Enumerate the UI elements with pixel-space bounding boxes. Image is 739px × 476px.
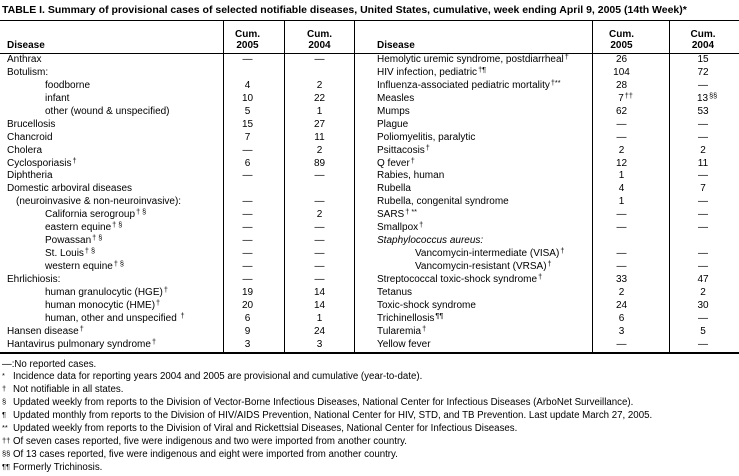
disease-label: Streptococcal toxic-shock syndrome† xyxy=(355,274,593,287)
column-header-cum-2005-right: Cum. 2005 xyxy=(593,21,670,54)
footnote-text: Updated monthly from reports to the Division of HIV/AIDS Prevention, National Center for HIV, STD, and TB Prevention. Last update March 27, 2005. xyxy=(13,410,653,422)
disease-label: western equine† § xyxy=(0,261,224,274)
cum-2005-value: — xyxy=(224,274,285,287)
footnote xyxy=(0,359,739,372)
cum-2004-value: — xyxy=(698,196,708,208)
disease-label: Chancroid xyxy=(0,132,224,145)
cum-2005-value: 2 xyxy=(593,145,670,158)
disease-label: infant xyxy=(0,93,224,106)
footnote-symbol: § xyxy=(2,397,7,407)
superscript-mark: † xyxy=(425,142,430,152)
cum-2004-value: — xyxy=(285,170,355,183)
cum-2005-value: — xyxy=(224,209,285,222)
cum-2005-value: — xyxy=(224,145,285,158)
disease-label: Cyclosporiasis† xyxy=(0,158,224,171)
disease-label: Hansen disease† xyxy=(0,326,224,339)
disease-label: Plague xyxy=(355,119,593,132)
disease-label: Vancomycin-intermediate (VISA)† xyxy=(355,248,593,261)
footnote-text: No reported cases. xyxy=(14,358,97,370)
cum-2005-value: — xyxy=(224,170,285,183)
superscript-mark: † xyxy=(547,259,552,268)
disease-label: human, other and unspecified † xyxy=(0,313,224,326)
footnote-symbol: † xyxy=(2,384,7,394)
cum-2005-value: 6 xyxy=(593,313,670,326)
disease-label: St. Louis† § xyxy=(0,248,224,261)
cum-2004-value: — xyxy=(698,118,708,130)
cum-2005-value: — xyxy=(593,119,670,132)
cum-2005-value: — xyxy=(593,248,670,261)
cum-2004-value: 2 xyxy=(285,80,355,93)
disease-label: Mumps xyxy=(355,106,593,119)
cum-2005-value: 5 xyxy=(224,106,285,119)
cum-2004-value: 1 xyxy=(285,106,355,119)
footnote xyxy=(0,436,739,449)
cum-2005-value: 4 xyxy=(593,183,670,196)
cum-2004-value: — xyxy=(698,131,708,143)
cum-2005-value xyxy=(224,183,285,196)
cum-2004-value xyxy=(285,67,355,80)
disease-label: Cholera xyxy=(0,145,224,158)
footnote-text: Formerly Trichinosis. xyxy=(13,461,103,473)
superscript-mark: † xyxy=(564,52,569,61)
footnote-symbol: †† xyxy=(2,436,11,445)
cum-2005-value: 6 xyxy=(224,158,285,171)
superscript-mark: † § xyxy=(136,207,147,217)
cum-2004-value xyxy=(670,235,739,248)
column-header-cum-2005-left: Cum. 2005 xyxy=(224,21,285,54)
cum-2004-value: — xyxy=(698,209,708,221)
superscript-mark: † xyxy=(419,220,424,230)
superscript-mark: † § xyxy=(92,233,103,243)
disease-label: Rubella, congenital syndrome xyxy=(355,196,593,209)
disease-label: Tetanus xyxy=(355,287,593,300)
superscript-mark: † § xyxy=(112,220,123,230)
cum-2004-value: 5 xyxy=(700,325,706,337)
cum-2004-value: 15 xyxy=(697,54,709,65)
footnotes xyxy=(0,359,739,475)
cum-2004-value: 24 xyxy=(285,326,355,339)
disease-label: SARS† ** xyxy=(355,209,593,222)
table-title: TABLE I. Summary of provisional cases of selected notifiable diseases, United States, cumulative, week ending April 9, 2005 (14th Week)* xyxy=(2,4,687,16)
cum-2005-value: — xyxy=(593,222,670,235)
cum-2004-value: — xyxy=(698,338,708,350)
disease-label: California serogroup† § xyxy=(0,209,224,222)
disease-label: Botulism: xyxy=(0,67,224,80)
disease-label: Vancomycin-resistant (VRSA)† xyxy=(355,261,593,274)
disease-label: Poliomyelitis, paralytic xyxy=(355,132,593,145)
disease-label: human monocytic (HME)† xyxy=(0,300,224,313)
disease-label: Q fever† xyxy=(355,158,593,171)
footnote-symbol: ¶¶ xyxy=(2,461,11,471)
footnote-text: Incidence data for reporting years 2004 and 2005 are provisional and cumulative (year-to-date). xyxy=(13,371,423,383)
cum-2004-value: — xyxy=(698,312,708,324)
cum-2005-value: — xyxy=(593,132,670,145)
superscript-mark: † xyxy=(151,336,157,346)
cum-2004-value: 72 xyxy=(697,66,709,78)
footnote xyxy=(0,371,739,384)
cum-2004-value: — xyxy=(285,196,355,209)
cum-2005-value: 7†† xyxy=(593,93,670,106)
cum-2004-value: — xyxy=(698,170,708,182)
superscript-mark: ¶¶ xyxy=(435,310,444,320)
disease-label: Brucellosis xyxy=(0,119,224,132)
superscript-mark: † § xyxy=(84,246,96,256)
cum-2004-value: 13§§ xyxy=(696,90,718,104)
disease-label: human granulocytic (HGE)† xyxy=(0,287,224,300)
superscript-mark: †¶ xyxy=(478,64,487,74)
cum-2005-value: — xyxy=(224,222,285,235)
cum-2005-value: 3 xyxy=(593,326,670,339)
cum-2005-value: 7 xyxy=(224,132,285,145)
superscript-mark: † xyxy=(79,323,84,333)
cum-2005-value: 15 xyxy=(224,119,285,132)
footnote xyxy=(0,423,739,436)
cum-2004-value: 2 xyxy=(285,145,355,158)
cum-2004-value: 11 xyxy=(697,157,709,169)
cum-2005-value: — xyxy=(224,196,285,209)
disease-label: (neuroinvasive & non-neuroinvasive): xyxy=(0,196,224,209)
cum-2004-value: — xyxy=(285,261,355,274)
footnote-text: Not notifiable in all states. xyxy=(13,384,124,396)
disease-label: Anthrax xyxy=(0,54,224,67)
cum-2005-value: 10 xyxy=(224,93,285,106)
cum-2005-value: 26 xyxy=(593,54,670,67)
superscript-mark: † ** xyxy=(405,207,417,217)
cum-2005-value: 24 xyxy=(593,300,670,313)
footnote xyxy=(0,384,739,397)
cum-2004-value: 3 xyxy=(285,339,355,352)
cum-2005-value: 20 xyxy=(224,300,285,313)
disease-label: Ehrlichiosis: xyxy=(0,274,224,287)
cum-2004-value: 47 xyxy=(697,273,709,285)
cum-2004-value: 7 xyxy=(700,183,706,195)
superscript-mark: † xyxy=(410,155,415,165)
disease-label: HIV infection, pediatric†¶ xyxy=(355,67,593,80)
column-header-cum-2004-right: Cum. 2004 xyxy=(670,21,739,54)
disease-label: Measles xyxy=(355,93,593,106)
disease-label: Hantavirus pulmonary syndrome† xyxy=(0,339,224,352)
disease-label: Diphtheria xyxy=(0,170,224,183)
footnote-symbol: ¶ xyxy=(2,410,7,420)
cum-2005-value xyxy=(224,67,285,80)
footnote xyxy=(0,462,739,475)
disease-label: Rabies, human xyxy=(355,170,593,183)
cum-2004-value: — xyxy=(285,235,355,248)
footnote-symbol: * xyxy=(2,371,5,381)
cum-2004-value xyxy=(285,183,355,196)
cum-2005-value: 2 xyxy=(593,287,670,300)
superscript-mark: † xyxy=(72,155,77,165)
cum-2004-value: — xyxy=(698,222,708,234)
cum-2004-value: — xyxy=(698,79,708,91)
cum-2005-value: — xyxy=(224,261,285,274)
disease-label: Hemolytic uremic syndrome, postdiarrheal† xyxy=(355,54,593,67)
cum-2005-value xyxy=(593,235,670,248)
footnote-symbol: —: xyxy=(2,358,15,370)
disease-label: Staphylococcus aureus: xyxy=(355,235,593,248)
footnote xyxy=(0,410,739,423)
cum-2004-value: — xyxy=(285,222,355,235)
footnote-text: Of 13 cases reported, five were indigenous and eight were imported from another country. xyxy=(13,448,398,460)
cum-2005-value: 19 xyxy=(224,287,285,300)
cum-2005-value: 28 xyxy=(593,80,670,93)
footnote-symbol: ** xyxy=(2,423,8,433)
cum-2004-value: — xyxy=(285,54,355,67)
cum-2005-value: — xyxy=(224,248,285,261)
disease-label: Yellow fever xyxy=(355,339,593,352)
cum-2005-value: 12 xyxy=(593,158,670,171)
cum-2004-value: 89 xyxy=(285,158,355,171)
superscript-mark: † xyxy=(163,284,168,294)
disease-label: Influenza-associated pediatric mortality†** xyxy=(355,80,593,93)
cum-2004-value: 27 xyxy=(285,119,355,132)
disease-label: foodborne xyxy=(0,80,224,93)
cum-2005-value: 62 xyxy=(593,106,670,119)
cum-2004-value: 53 xyxy=(697,105,709,117)
superscript-mark: † xyxy=(422,323,427,333)
disease-label: Psittacosis† xyxy=(355,145,593,158)
cum-2005-value: 104 xyxy=(593,67,670,80)
cum-2005-value: 6 xyxy=(224,313,285,326)
footnote-text: Of seven cases reported, five were indigenous and two were imported from another country. xyxy=(13,436,407,447)
superscript-mark: †** xyxy=(550,77,561,87)
cum-2004-value: — xyxy=(285,248,355,261)
cum-2004-value: — xyxy=(698,261,708,272)
disease-label: Smallpox† xyxy=(355,222,593,235)
disease-label: Toxic-shock syndrome xyxy=(355,300,593,313)
disease-label: Tularemia† xyxy=(355,326,593,339)
cum-2005-value: — xyxy=(593,339,670,352)
disease-label: Rubella xyxy=(355,183,593,196)
superscript-mark: † xyxy=(156,297,161,307)
footnote xyxy=(0,397,739,410)
cum-2005-value: — xyxy=(224,54,285,67)
cum-2005-value: 33 xyxy=(593,274,670,287)
cum-2004-value: 14 xyxy=(285,300,355,313)
cum-2004-value: — xyxy=(285,274,355,287)
superscript-mark: † xyxy=(560,246,565,256)
disease-label: Powassan† § xyxy=(0,235,224,248)
superscript-mark: † § xyxy=(113,259,124,268)
cum-2004-value: 2 xyxy=(700,286,706,298)
disease-label: Domestic arboviral diseases xyxy=(0,183,224,196)
cum-2005-value: 9 xyxy=(224,326,285,339)
cum-2004-value: 14 xyxy=(285,287,355,300)
superscript-mark: † xyxy=(538,271,543,281)
cum-2005-value: — xyxy=(224,235,285,248)
superscript-mark: † xyxy=(180,310,185,320)
cum-2005-value: — xyxy=(593,261,670,274)
cum-2004-value: 30 xyxy=(697,299,709,311)
column-header-disease-right: Disease xyxy=(355,21,593,54)
cum-2005-value: 1 xyxy=(593,196,670,209)
disease-label: other (wound & unspecified) xyxy=(0,106,224,119)
cum-2004-value: 2 xyxy=(700,144,706,156)
footnote-text: Updated weekly from reports to the Division of Viral and Rickettsial Diseases, National Center for Infectious Diseases. xyxy=(13,423,518,435)
footnote-text: Updated weekly from reports to the Division of Vector-Borne Infectious Diseases, National Center for Infectious Diseases (ArboNet Surveillance). xyxy=(13,397,634,409)
cum-2005-value: 1 xyxy=(593,170,670,183)
footnote-symbol: §§ xyxy=(2,448,11,458)
cum-2004-value: — xyxy=(698,248,708,260)
column-header-disease-left: Disease xyxy=(0,21,224,54)
cum-2004-value: 2 xyxy=(285,209,355,222)
footnote xyxy=(0,449,739,462)
notifiable-diseases-table xyxy=(0,20,739,354)
cum-2004-value: 22 xyxy=(285,93,355,106)
disease-label: Trichinellosis¶¶ xyxy=(355,313,593,326)
cum-2004-value: 11 xyxy=(285,132,355,145)
cum-2005-value: 3 xyxy=(224,339,285,352)
disease-label: eastern equine† § xyxy=(0,222,224,235)
column-header-cum-2004-left: Cum. 2004 xyxy=(285,21,355,54)
cum-2004-value: 1 xyxy=(285,313,355,326)
cum-2005-value: 4 xyxy=(224,80,285,93)
cum-2005-value: — xyxy=(593,209,670,222)
